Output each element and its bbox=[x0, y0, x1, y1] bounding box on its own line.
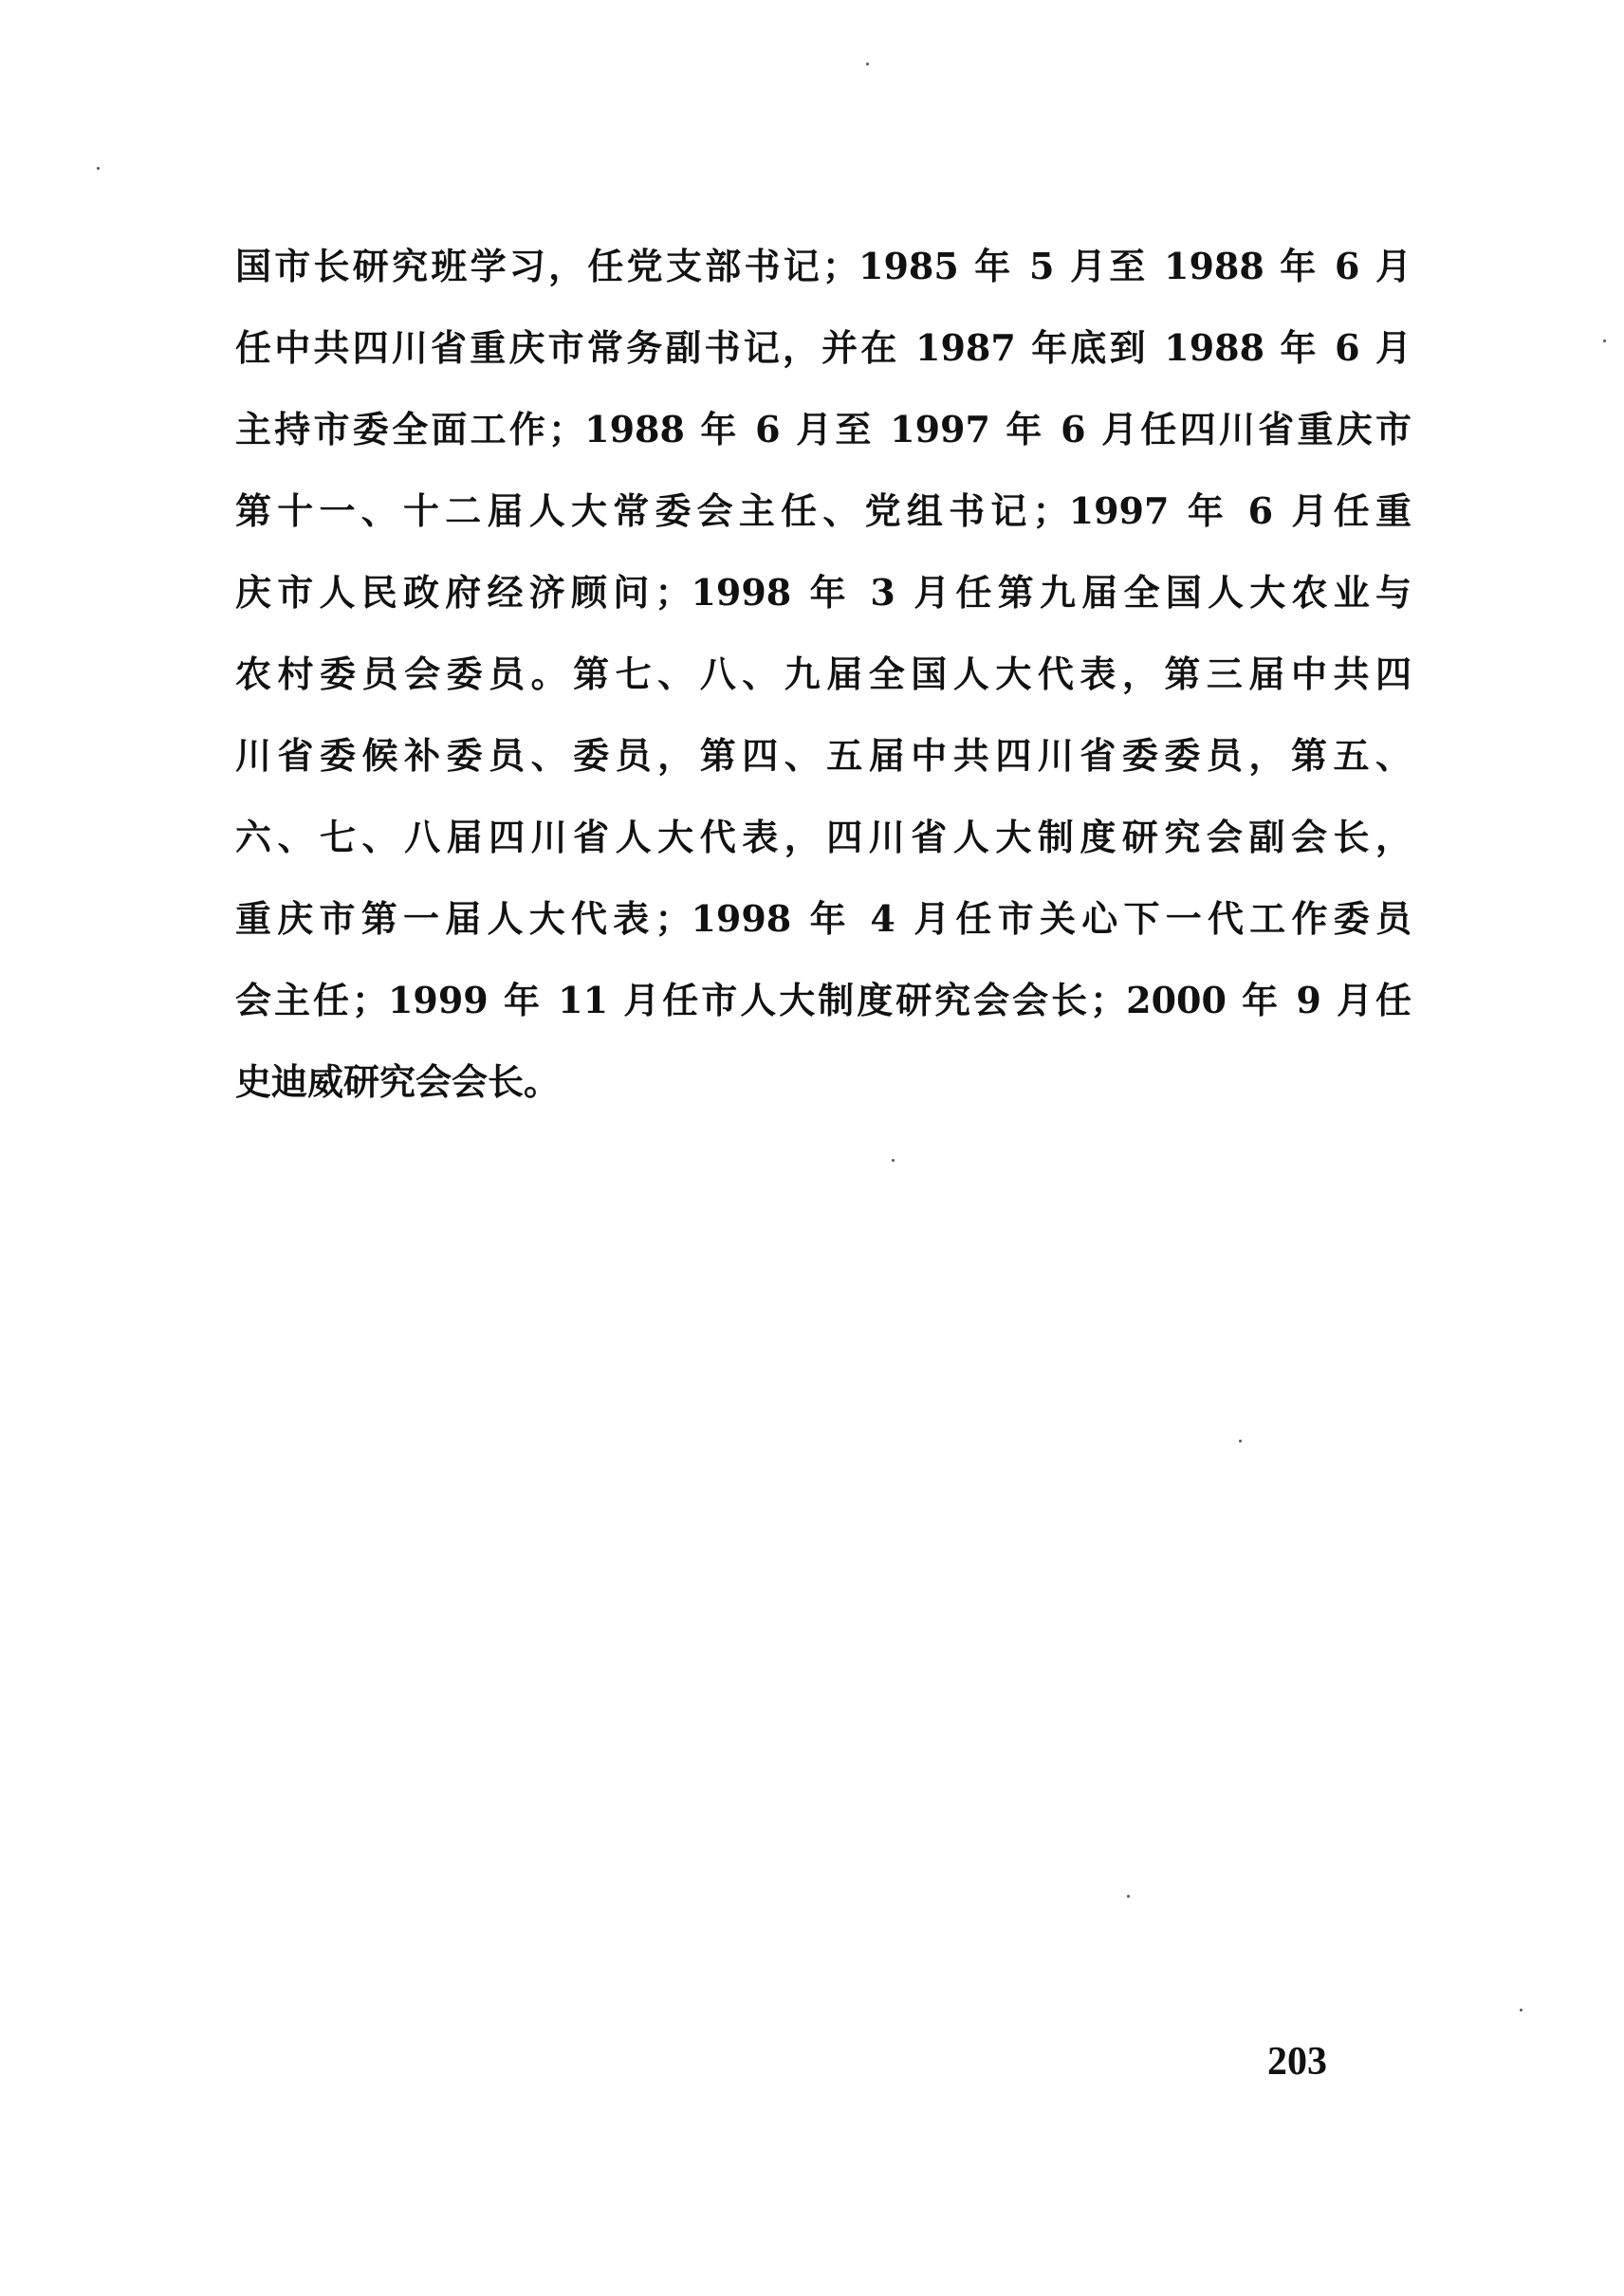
text-line: 任中共四川省重庆市常务副书记，并在 1987 年底到 1988 年 6 月 bbox=[235, 326, 1412, 369]
text-line: 重庆市第一届人大代表；1998 年 4 月任市关心下一代工作委员 bbox=[235, 897, 1412, 940]
text-line: 国市长研究班学习，任党支部书记；1985 年 5 月至 1988 年 6 月 bbox=[235, 245, 1412, 287]
body-paragraph bbox=[235, 226, 1412, 1123]
scan-speck bbox=[866, 63, 869, 65]
text-line: 六、七、八届四川省人大代表，四川省人大制度研究会副会长， bbox=[235, 816, 1412, 858]
scan-speck bbox=[97, 167, 100, 170]
text-line: 会主任；1999 年 11 月任市人大制度研究会会长；2000 年 9 月任 bbox=[235, 979, 1412, 1021]
text-line: 庆市人民政府经济顾问；1998 年 3 月任第九届全国人大农业与 bbox=[235, 571, 1412, 614]
text-line: 主持市委全面工作；1988 年 6 月至 1997 年 6 月任四川省重庆市 bbox=[235, 408, 1412, 450]
text-line: 史迪威研究会会长。 bbox=[235, 1060, 561, 1103]
scan-speck bbox=[1239, 1440, 1242, 1442]
text-line: 第十一、十二届人大常委会主任、党组书记；1997 年 6 月任重 bbox=[235, 489, 1412, 532]
scan-speck bbox=[1127, 1895, 1130, 1898]
scan-speck bbox=[892, 1159, 895, 1162]
text-line: 川省委候补委员、委员，第四、五届中共四川省委委员，第五、 bbox=[235, 734, 1412, 777]
scan-speck bbox=[1603, 340, 1606, 342]
scan-speck bbox=[1520, 2009, 1522, 2011]
page-number: 203 bbox=[1267, 2040, 1327, 2084]
text-line: 农村委员会委员。第七、八、九届全国人大代表，第三届中共四 bbox=[235, 652, 1412, 695]
